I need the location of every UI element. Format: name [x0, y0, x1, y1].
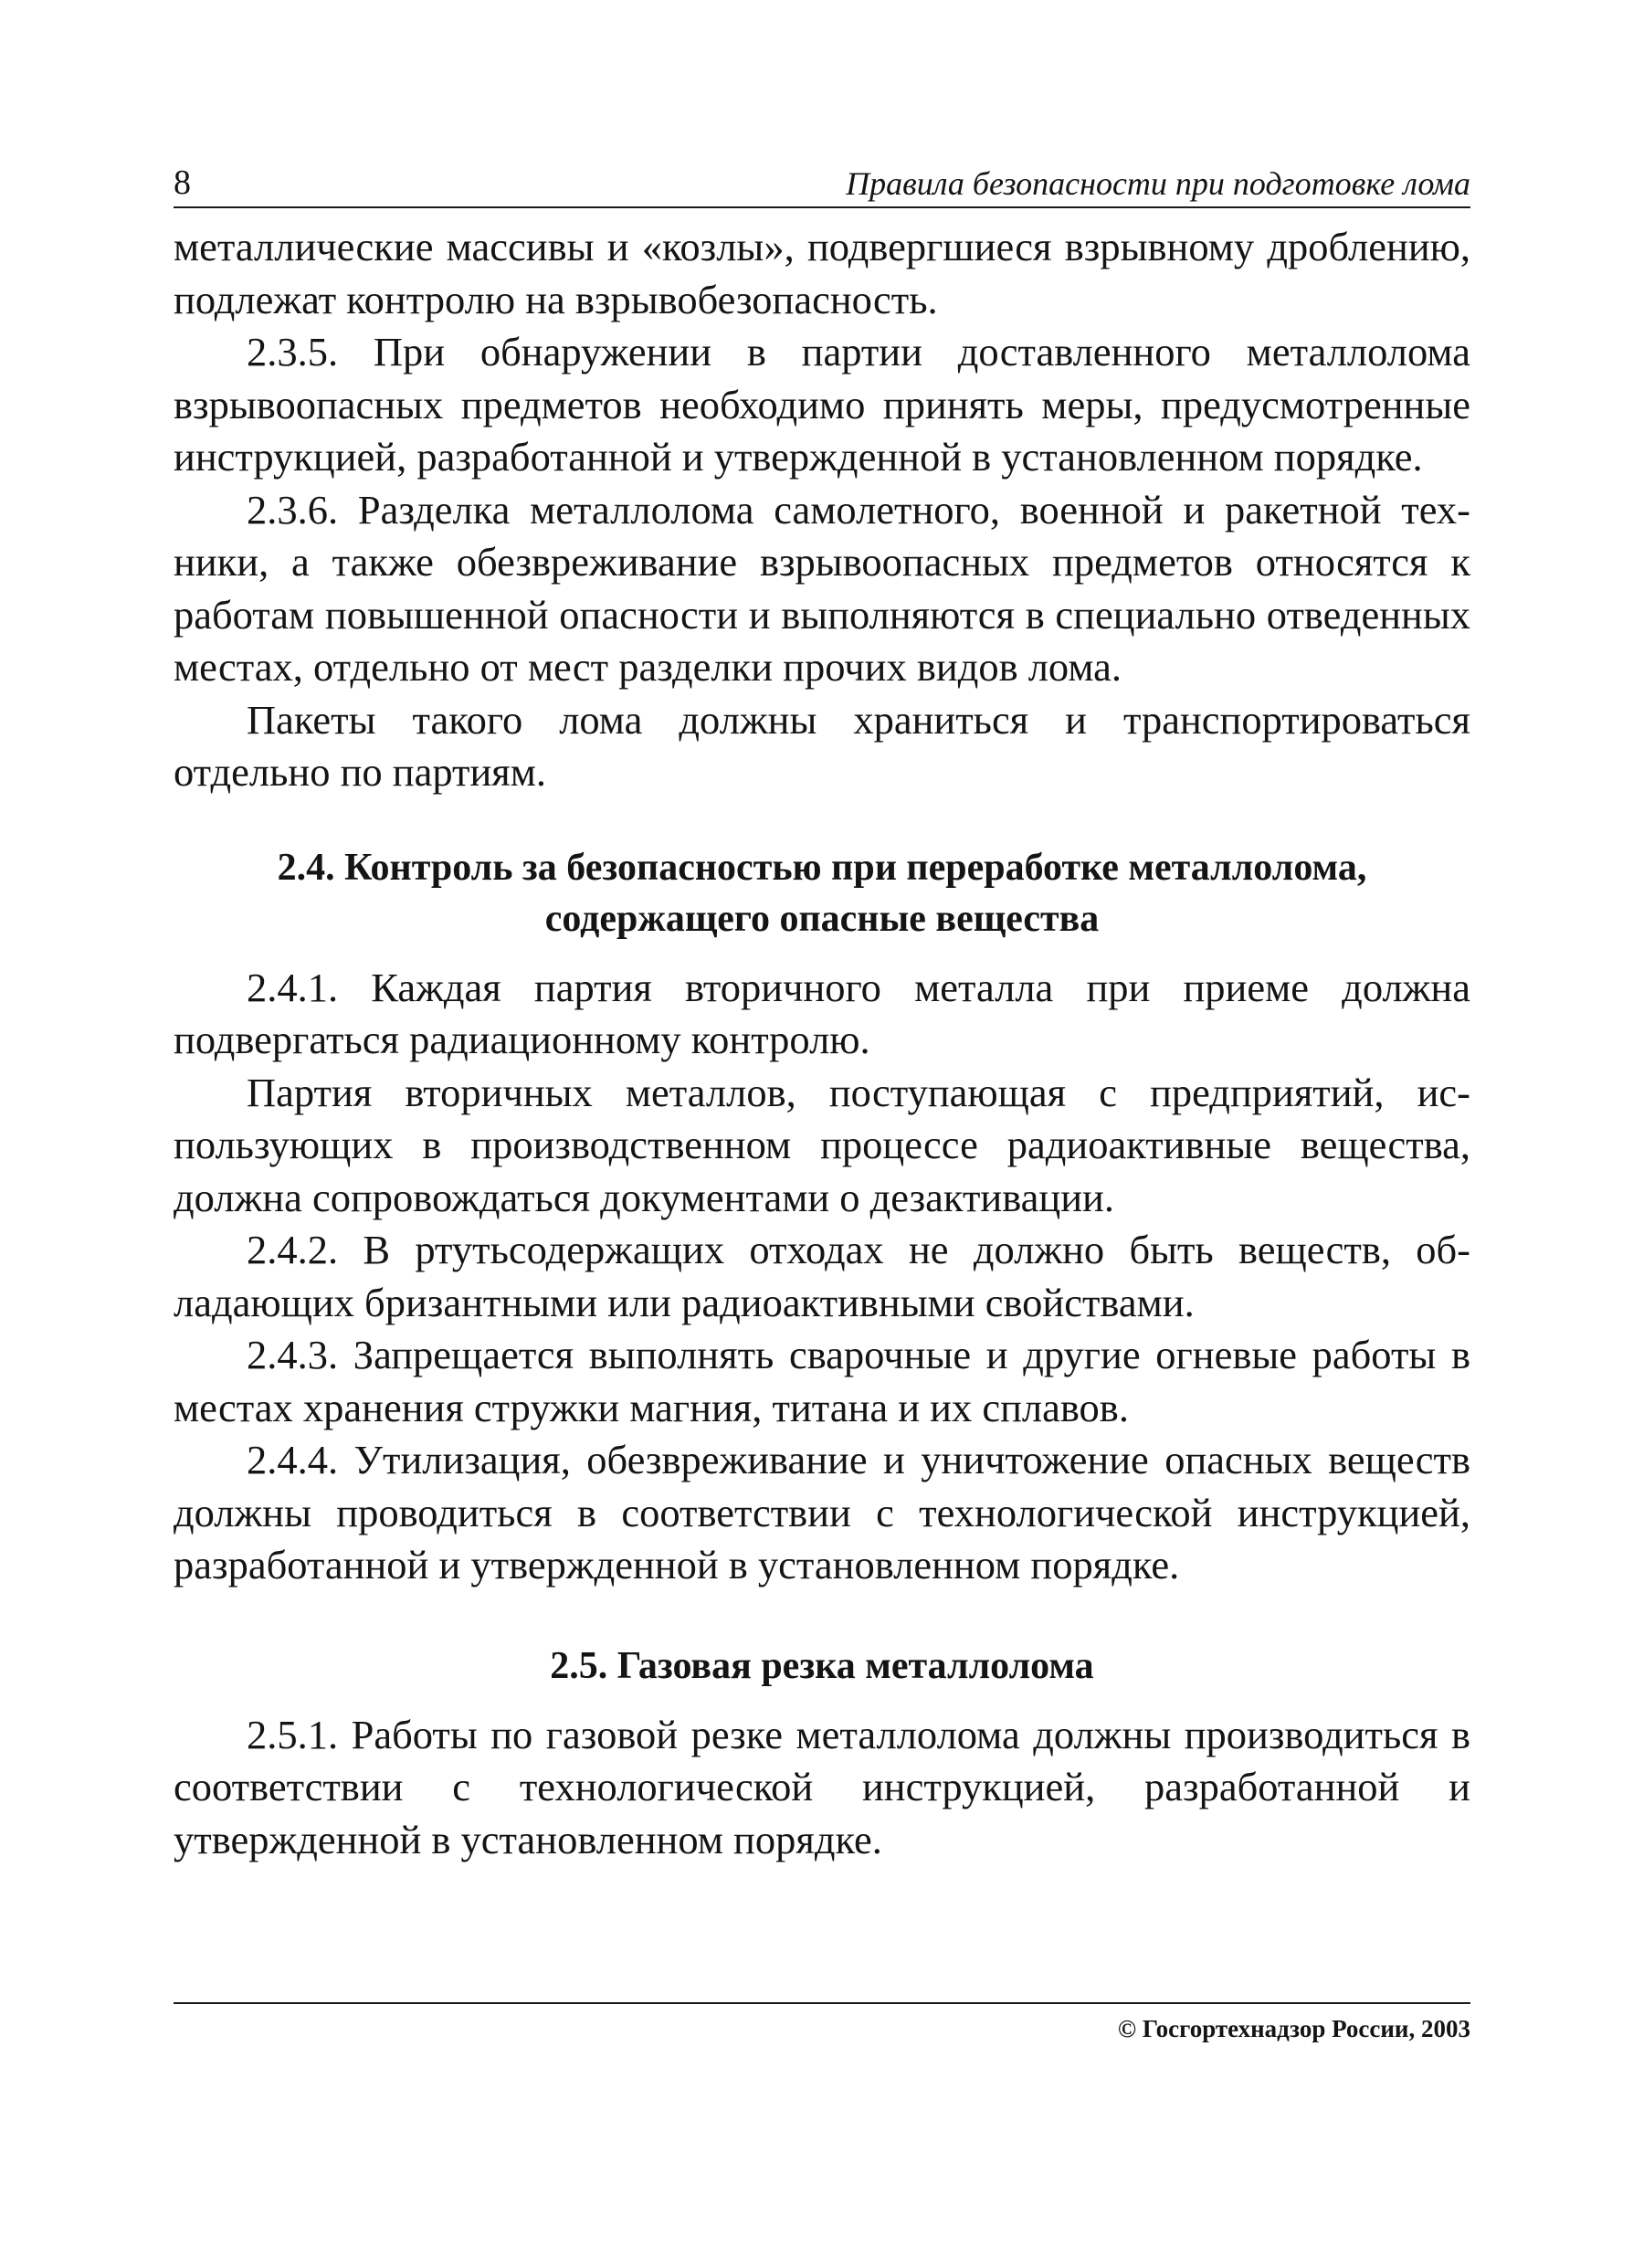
running-title: Правила безопасности при подготовке лома: [846, 165, 1470, 202]
paragraph-2-3-6: 2.3.6. Разделка металлолома самолетного, военной и ракетной техники, а также обезвреживание взрывоопасных предметов относятся к работам повышенной опасности и выполняются в специально отведенных местах, отдельно от мест разделки прочих видов лома.: [174, 486, 1470, 690]
paragraph-2-5-1: 2.5.1. Работы по газовой резке металлолома должны производиться в соответствии с технологической инструкцией, разработанной и утвержденной в установленном порядке.: [174, 1711, 1470, 1862]
paragraph-2-4-4: 2.4.4. Утилизация, обезвреживание и уничтожение опасных веществ должны проводиться в соответствии с технологической инструкцией, разработанной и утвержденной в установленном порядке.: [174, 1437, 1470, 1588]
body-text: [174, 221, 1470, 1866]
paragraph-2-4-3: 2.4.3. Запрещается выполнять сварочные и другие огневые работы в местах хранения стружки магния, титана и их сплавов.: [174, 1332, 1470, 1430]
running-head: [174, 155, 1470, 208]
paragraph-2-4-1: 2.4.1. Каждая партия вторичного металла при приеме должна подвергаться радиационному контролю.: [174, 964, 1470, 1062]
section-heading-2-4-line1: 2.4. Контроль за безопасностью при переработке металлолома,: [277, 846, 1367, 889]
section-heading-2-5: 2.5. Газовая резка металлолома: [550, 1644, 1094, 1687]
page-footer: [174, 2002, 1470, 2043]
copyright-notice: © Госгортехнадзор России, 2003: [1117, 2015, 1470, 2042]
page-number: 8: [174, 164, 191, 202]
paragraph-packages: Пакеты такого лома должны храниться и транспортироваться отдельно по партиям.: [174, 696, 1470, 795]
paragraph-2-4-2: 2.4.2. В ртутьсодержащих отходах не должно быть веществ, обладающих бризантными или радиоактивными свойствами.: [174, 1227, 1470, 1325]
paragraph-2-4-1-b: Партия вторичных металлов, поступающая с предприятий, использующих в производственном процессе радиоактивные вещества, должна сопровождаться документами о дезактивации.: [174, 1069, 1470, 1220]
section-heading-2-4-line2: содержащего опасные вещества: [544, 897, 1100, 940]
paragraph-continued: металлические массивы и «козлы», подвергшиеся взрывному дроблению, подлежат контролю на взрывобезопасность.: [174, 224, 1470, 322]
document-page: [174, 155, 1470, 1866]
paragraph-2-3-5: 2.3.5. При обнаружении в партии доставленного металлолома взрывоопасных предметов необходимо принять меры, предусмотренные инструкцией, разработанной и утвержденной в установленном порядке.: [174, 329, 1470, 480]
section-heading-2-4: [174, 842, 1470, 944]
